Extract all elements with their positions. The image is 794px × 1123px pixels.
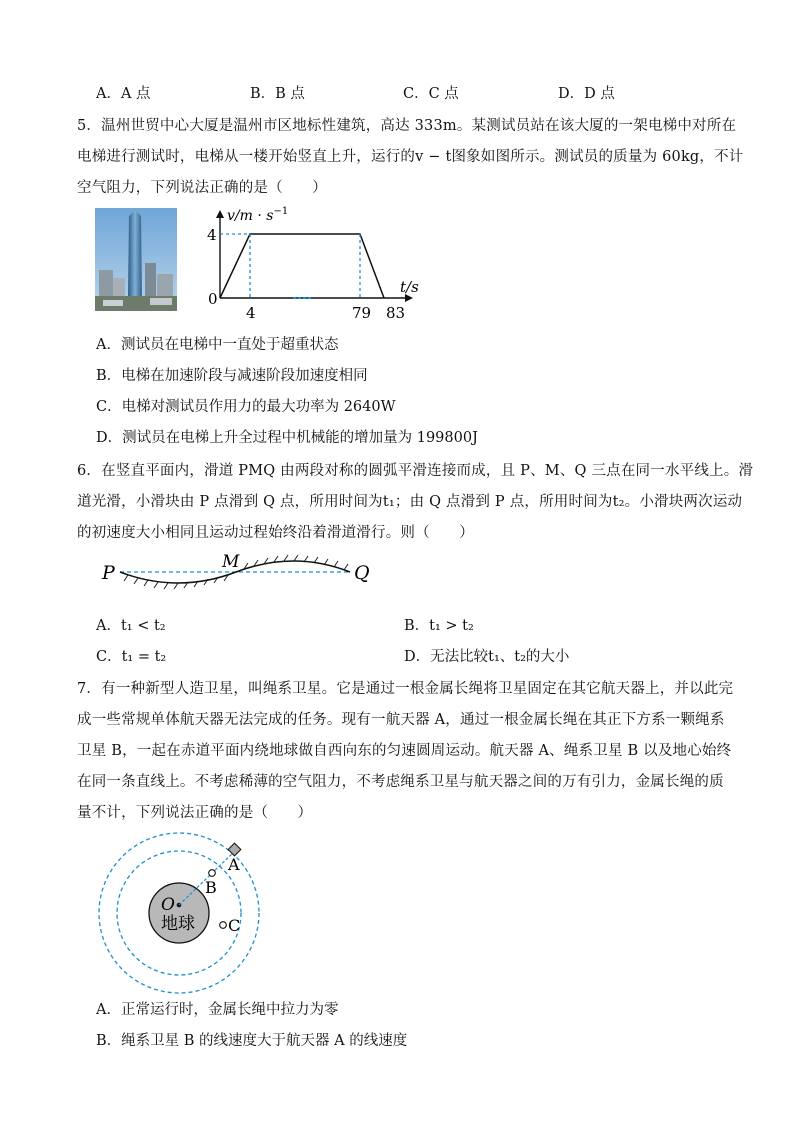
q6-option-b: B．t₁ > t₂ xyxy=(404,618,474,634)
q6-stem-line-3: 的初速度大小相同且运动过程始终沿着滑道滑行。则（ ） xyxy=(77,525,474,541)
label-b: B xyxy=(205,878,217,897)
v-axis-label: $v/m \cdot s^{-1}$ xyxy=(227,206,289,224)
q6-option-a: A．t₁ < t₂ xyxy=(96,618,166,634)
point-p-label: P xyxy=(102,562,115,584)
v-axis-arrow-icon xyxy=(216,210,224,218)
label-c: C xyxy=(228,916,241,935)
q5-option-b: B．电梯在加速阶段与减速阶段加速度相同 xyxy=(96,368,368,384)
q7-option-a: A．正常运行时，金属长绳中拉力为零 xyxy=(96,1002,339,1018)
q6-stem-line-1: 6．在竖直平面内，滑道 PMQ 由两段对称的圆弧平滑连接而成，且 P、M、Q 三点在同一水平线上。滑 xyxy=(77,463,754,479)
q4-option-d: D．D 点 xyxy=(558,86,615,102)
label-a: A xyxy=(228,855,240,874)
q7-stem-line-3: 卫星 B，一起在赤道平面内绕地球做自西向东的匀速圆周运动。航天器 A、绳系卫星 B 以及地心始终 xyxy=(77,743,732,759)
t-axis-label: t/s xyxy=(400,278,419,296)
earth-icon xyxy=(149,883,209,943)
q7-stem-line-5: 量不计，下列说法正确的是（ ） xyxy=(77,805,313,821)
orbit-diagram xyxy=(95,825,265,997)
spacecraft-a-icon xyxy=(228,843,241,856)
q5-option-a: A．测试员在电梯中一直处于超重状态 xyxy=(96,337,339,353)
q6-option-c: C．t₁ = t₂ xyxy=(96,649,167,665)
q5-option-d: D．测试员在电梯上升全过程中机械能的增加量为 199800J xyxy=(96,430,478,446)
q6-stem-line-2: 道光滑，小滑块由 P 点滑到 Q 点，所用时间为t₁；由 Q 点滑到 P 点，所用时间为t₂。小滑块两次运动 xyxy=(77,494,743,510)
q5-option-c: C．电梯对测试员作用力的最大功率为 2640W xyxy=(96,399,396,415)
q7-option-b: B．绳系卫星 B 的线速度大于航天器 A 的线速度 xyxy=(96,1033,408,1049)
label-o: O xyxy=(161,895,175,915)
v-tick-4: 4 xyxy=(207,226,217,244)
q7-stem-line-1: 7．有一种新型人造卫星，叫绳系卫星。它是通过一根金属长绳将卫星固定在其它航天器上，并以此完 xyxy=(77,681,734,697)
origin-label: 0 xyxy=(208,290,218,308)
label-earth: 地球 xyxy=(161,914,195,934)
point-m-label: M xyxy=(222,552,240,572)
q7-stem-line-4: 在同一条直线上。不考虑稀薄的空气阻力，不考虑绳系卫星与航天器之间的万有引力，金属长绳的质 xyxy=(77,774,724,790)
q4-option-a: A．A 点 xyxy=(96,86,151,102)
satellite-b-icon xyxy=(209,870,216,877)
q5-stem-line-3: 空气阻力，下列说法正确的是（ ） xyxy=(77,180,327,196)
satellite-c-icon xyxy=(220,922,227,929)
q5-stem-line-2: 电梯进行测试时，电梯从一楼开始竖直上升，运行的v − t图象如图所示。测试员的质量为 60kg，不计 xyxy=(77,149,744,165)
v-t-graph xyxy=(200,206,430,324)
q4-option-b: B．B 点 xyxy=(250,86,305,102)
t-tick-4: 4 xyxy=(246,304,256,322)
slide-track-diagram xyxy=(98,548,388,596)
point-q-label: Q xyxy=(354,562,370,584)
t-tick-83: 83 xyxy=(386,304,406,322)
q7-stem-line-2: 成一些常规单体航天器无法完成的任务。现有一航天器 A，通过一根金属长绳在其正下方系一颗绳系 xyxy=(77,712,725,728)
t-tick-79: 79 xyxy=(352,304,372,322)
q6-option-d: D．无法比较t₁、t₂的大小 xyxy=(404,649,570,665)
q4-option-c: C．C 点 xyxy=(403,86,459,102)
q5-stem-line-1: 5．温州世贸中心大厦是温州市区地标性建筑，高达 333m。某测试员站在该大厦的一架电梯中对所在 xyxy=(77,118,737,134)
building-photo xyxy=(95,208,177,311)
